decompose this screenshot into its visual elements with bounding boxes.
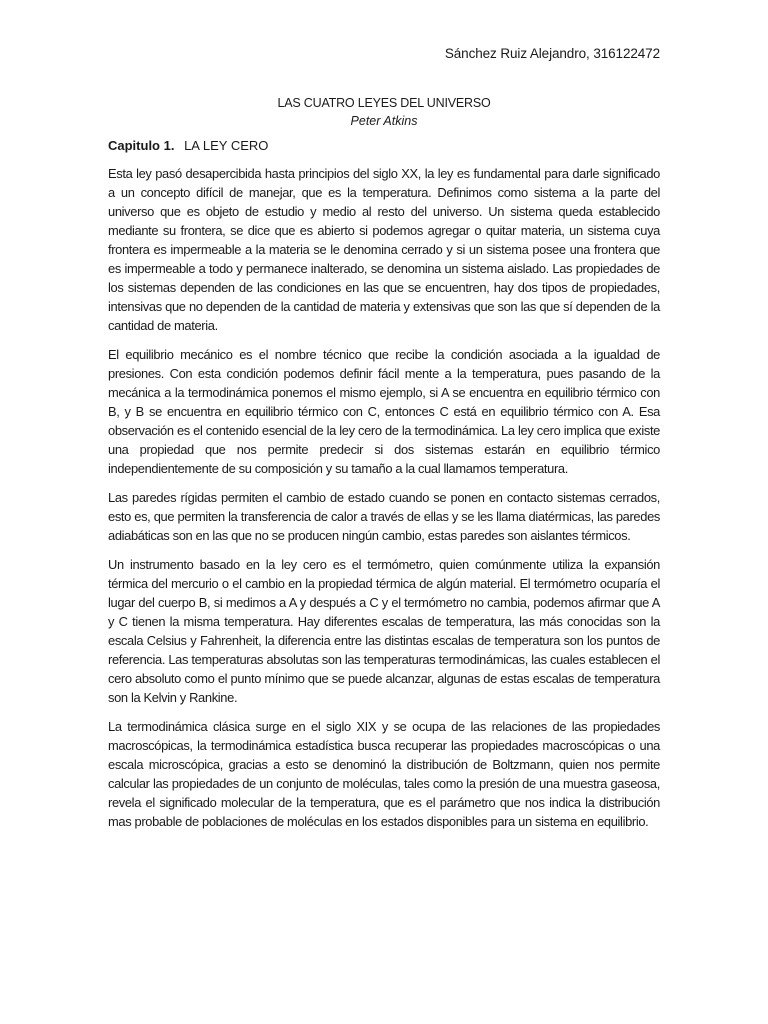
paragraph-5: La termodinámica clásica surge en el siglo XIX y se ocupa de las relaciones de las propiedades macroscópicas, la termodinámica estadística busca recuperar las propiedades macroscópicas o una escala microscópica, gracias a esto se denominó la distribución de Boltzmann, quien nos permite calcular las propiedades de un conjunto de moléculas, tales como la presión de una muestra gaseosa, revela el significado molecular de la temperatura, que es el parámetro que nos indica la distribución mas probable de poblaciones de moléculas en los estados disponibles para un sistema en equilibrio. xyxy=(108,719,660,829)
chapter-name: LA LEY CERO xyxy=(184,138,269,153)
paragraph-1: Esta ley pasó desapercibida hasta principios del siglo XX, la ley es fundamental para darle significado a un concepto difícil de manejar, que es la temperatura. Definimos como sistema a la parte del universo que es objeto de estudio y medio al resto del universo. Un sistema queda establecido mediante su frontera, se dice que es abierto si podemos agregar o quitar materia, un sistema cuya frontera es impermeable a la materia se le denomina cerrado y si un sistema posee una frontera que es impermeable a todo y permanece inalterado, se denomina un sistema aislado. Las propiedades de los sistemas dependen de las condiciones en las que se encuentren, hay dos tipos de propiedades, intensivas que no dependen de la cantidad de materia y extensivas que son las que sí dependen de la cantidad de materia. xyxy=(108,166,660,333)
author-line: Sánchez Ruiz Alejandro, 316122472 xyxy=(444,46,660,61)
body-text xyxy=(108,164,660,841)
paragraph-4: Un instrumento basado en la ley cero es el termómetro, quien comúnmente utiliza la expansión térmica del mercurio o el cambio en la propiedad térmica de algún material. El termómetro ocuparía el lugar del cuerpo B, si medimos a A y después a C y el termómetro no cambia, podemos afirmar que A y C tienen la misma temperatura. Hay diferentes escalas de temperatura, las más conocidas son la escala Celsius y Fahrenheit, la diferencia entre las distintas escalas de temperatura son los puntos de referencia. Las temperaturas absolutas son las temperaturas termodinámicas, las cuales establecen el cero absoluto como el punto mínimo que se puede alcanzar, algunas de estas escalas de temperatura son la Kelvin y Rankine. xyxy=(108,557,660,705)
chapter-heading xyxy=(108,137,268,155)
chapter-number: Capitulo 1. xyxy=(108,138,175,153)
title-block xyxy=(108,94,660,130)
document-subtitle: Peter Atkins xyxy=(350,114,418,128)
paragraph-2: El equilibrio mecánico es el nombre técnico que recibe la condición asociada a la igualdad de presiones. Con esta condición podemos definir fácil mente a la temperatura, pues pasando de la mecánica a la termodinámica ponemos el mismo ejemplo, si A se encuentra en equilibrio térmico con B, y B se encuentra en equilibrio térmico con C, entonces C está en equilibrio térmico con A. Esa observación es el contenido esencial de la ley cero de la termodinámica. La ley cero implica que existe una propiedad que nos permite predecir si dos sistemas estarán en equilibrio térmico independientemente de su composición y su tamaño a la cual llamamos temperatura. xyxy=(108,347,660,476)
document-title: LAS CUATRO LEYES DEL UNIVERSO xyxy=(277,96,491,110)
paragraph-3: Las paredes rígidas permiten el cambio de estado cuando se ponen en contacto sistemas cerrados, esto es, que permiten la transferencia de calor a través de ellas y se les llama diatérmicas, las paredes adiabáticas son en las que no se producen ningún cambio, estas paredes son aislantes térmicos. xyxy=(108,490,660,543)
